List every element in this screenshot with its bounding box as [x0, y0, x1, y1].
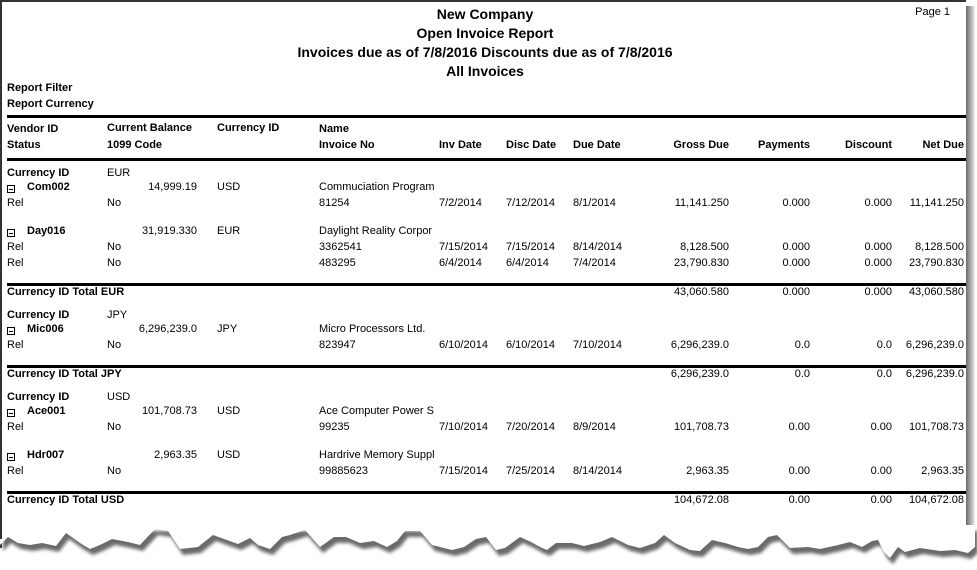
invoice-discount: 0.00 — [870, 421, 892, 433]
vendor-current-balance: 14,999.19 — [148, 181, 197, 193]
currency-total-label: Currency ID Total EUR — [7, 286, 125, 298]
currency-total-net-due: 43,060.580 — [908, 286, 964, 298]
col-discount: Discount — [844, 139, 892, 151]
currency-total-payments: 0.00 — [788, 494, 810, 506]
vendor-current-balance: 31,919.330 — [141, 225, 197, 237]
invoice-disc-date: 6/4/2014 — [506, 257, 549, 269]
col-1099-code: 1099 Code — [107, 139, 163, 151]
torn-edge — [0, 525, 977, 570]
invoice-disc-date: 7/25/2014 — [506, 465, 555, 477]
currency-total-gross-due: 43,060.580 — [673, 286, 729, 298]
invoice-invoice-no: 483295 — [319, 257, 356, 269]
collapse-minus-icon[interactable] — [7, 229, 15, 237]
col-disc-date: Disc Date — [506, 139, 557, 151]
invoice-net-due: 6,296,239.0 — [905, 339, 964, 351]
invoice-status: Rel — [7, 465, 24, 477]
collapse-minus-icon[interactable] — [7, 409, 15, 417]
vendor-current-balance: 101,708.73 — [141, 405, 197, 417]
invoice-invoice-no: 3362541 — [319, 241, 362, 253]
invoice-due-date: 8/14/2014 — [573, 465, 622, 477]
invoice-due-date: 7/10/2014 — [573, 339, 622, 351]
invoice-code-1099: No — [107, 197, 122, 209]
col-vendor-id: Vendor ID — [7, 123, 59, 135]
invoice-status: Rel — [7, 197, 24, 209]
vendor-currency-id: USD — [217, 405, 241, 417]
invoice-status: Rel — [7, 241, 24, 253]
invoice-payments: 0.0 — [794, 339, 810, 351]
report-scope: All Invoices — [446, 63, 524, 79]
col-status: Status — [7, 139, 41, 151]
invoice-due-date: 8/14/2014 — [573, 241, 622, 253]
currency-total-discount: 0.0 — [876, 368, 892, 380]
invoice-code-1099: No — [107, 257, 122, 269]
currency-total-label: Currency ID Total JPY — [7, 368, 122, 380]
invoice-status: Rel — [7, 257, 24, 269]
currency-group-label: Currency ID — [7, 391, 70, 403]
vendor-name: Commuciation Program — [319, 181, 435, 193]
col-payments: Payments — [758, 139, 810, 151]
currency-total-label: Currency ID Total USD — [7, 494, 125, 506]
invoice-discount: 0.000 — [864, 241, 892, 253]
invoice-due-date: 8/1/2014 — [573, 197, 616, 209]
invoice-invoice-no: 823947 — [319, 339, 356, 351]
invoice-code-1099: No — [107, 465, 122, 477]
currency-total-gross-due: 6,296,239.0 — [670, 368, 729, 380]
currency-total-payments: 0.0 — [794, 368, 810, 380]
invoice-inv-date: 7/15/2014 — [439, 241, 488, 253]
currency-total-net-due: 104,672.08 — [908, 494, 964, 506]
col-name: Name — [319, 123, 349, 135]
col-due-date: Due Date — [573, 139, 621, 151]
invoice-code-1099: No — [107, 421, 122, 433]
vendor-name: Hardrive Memory Suppl — [319, 449, 435, 461]
invoice-discount: 0.0 — [876, 339, 892, 351]
vendor-currency-id: USD — [217, 181, 241, 193]
invoice-disc-date: 7/15/2014 — [506, 241, 555, 253]
header-top-rule — [7, 115, 968, 118]
invoice-net-due: 101,708.73 — [908, 421, 964, 433]
invoice-due-date: 8/9/2014 — [573, 421, 616, 433]
currency-total-payments: 0.000 — [782, 286, 810, 298]
col-net-due: Net Due — [922, 139, 964, 151]
invoice-disc-date: 7/12/2014 — [506, 197, 555, 209]
vendor-id: Mic006 — [27, 323, 64, 335]
vendor-name: Daylight Reality Corpor — [319, 225, 433, 237]
vendor-current-balance: 2,963.35 — [154, 449, 197, 461]
invoice-payments: 0.000 — [782, 257, 810, 269]
vendor-currency-id: EUR — [217, 225, 241, 237]
vendor-id: Com002 — [27, 181, 70, 193]
currency-total-gross-due: 104,672.08 — [673, 494, 729, 506]
invoice-inv-date: 6/4/2014 — [439, 257, 482, 269]
currency-total-discount: 0.00 — [870, 494, 892, 506]
invoice-gross-due: 2,963.35 — [686, 465, 729, 477]
invoice-net-due: 23,790.830 — [908, 257, 964, 269]
invoice-net-due: 8,128.500 — [915, 241, 964, 253]
vendor-id: Day016 — [27, 225, 66, 237]
invoice-disc-date: 7/20/2014 — [506, 421, 555, 433]
invoice-due-date: 7/4/2014 — [573, 257, 616, 269]
currency-group-label: Currency ID — [7, 309, 70, 321]
report-currency-label: Report Currency — [7, 98, 94, 110]
invoice-discount: 0.000 — [864, 197, 892, 209]
invoice-gross-due: 6,296,239.0 — [670, 339, 729, 351]
invoice-payments: 0.000 — [782, 197, 810, 209]
invoice-inv-date: 6/10/2014 — [439, 339, 488, 351]
invoice-code-1099: No — [107, 339, 122, 351]
currency-group-value: JPY — [107, 309, 128, 321]
vendor-id: Hdr007 — [27, 449, 65, 461]
invoice-payments: 0.000 — [782, 241, 810, 253]
currency-total-discount: 0.000 — [864, 286, 892, 298]
invoice-gross-due: 11,141.250 — [674, 197, 729, 209]
page-number: Page 1 — [915, 6, 950, 18]
col-invoice-no: Invoice No — [319, 139, 375, 151]
invoice-gross-due: 8,128.500 — [680, 241, 729, 253]
company-name: New Company — [436, 6, 534, 22]
currency-group-label: Currency ID — [7, 167, 70, 179]
col-inv-date: Inv Date — [439, 139, 482, 151]
header-bottom-rule — [7, 158, 968, 161]
invoice-status: Rel — [7, 339, 24, 351]
invoice-code-1099: No — [107, 241, 122, 253]
currency-total-net-due: 6,296,239.0 — [905, 368, 964, 380]
invoice-gross-due: 23,790.830 — [673, 257, 729, 269]
invoice-invoice-no: 99235 — [319, 421, 350, 433]
vendor-id: Ace001 — [27, 405, 66, 417]
collapse-minus-icon[interactable] — [7, 185, 15, 193]
vendor-currency-id: JPY — [217, 323, 238, 335]
invoice-payments: 0.00 — [788, 465, 810, 477]
invoice-net-due: 2,963.35 — [921, 465, 964, 477]
col-currency-id: Currency ID — [217, 122, 280, 134]
invoice-gross-due: 101,708.73 — [673, 421, 729, 433]
invoice-status: Rel — [7, 421, 24, 433]
invoice-disc-date: 6/10/2014 — [506, 339, 555, 351]
invoice-discount: 0.00 — [870, 465, 892, 477]
invoice-invoice-no: 99885623 — [319, 465, 368, 477]
invoice-discount: 0.000 — [864, 257, 892, 269]
collapse-minus-icon[interactable] — [7, 327, 15, 335]
vendor-name: Ace Computer Power S — [319, 405, 434, 417]
invoice-inv-date: 7/10/2014 — [439, 421, 488, 433]
invoice-payments: 0.00 — [788, 421, 810, 433]
currency-group-value: EUR — [107, 167, 131, 179]
col-current-balance: Current Balance — [107, 122, 192, 134]
invoice-inv-date: 7/2/2014 — [439, 197, 482, 209]
page-shadow — [966, 6, 975, 546]
vendor-name: Micro Processors Ltd. — [319, 323, 426, 335]
report-subtitle: Invoices due as of 7/8/2016 Discounts due as of 7/8/2016 — [297, 44, 673, 60]
invoice-net-due: 11,141.250 — [909, 197, 964, 209]
vendor-currency-id: USD — [217, 449, 241, 461]
invoice-inv-date: 7/15/2014 — [439, 465, 488, 477]
report-filter-label: Report Filter — [7, 82, 73, 94]
report-title: Open Invoice Report — [416, 25, 554, 41]
col-gross-due: Gross Due — [673, 139, 729, 151]
currency-group-value: USD — [107, 391, 131, 403]
collapse-minus-icon[interactable] — [7, 453, 15, 461]
vendor-current-balance: 6,296,239.0 — [138, 323, 197, 335]
invoice-invoice-no: 81254 — [319, 197, 350, 209]
